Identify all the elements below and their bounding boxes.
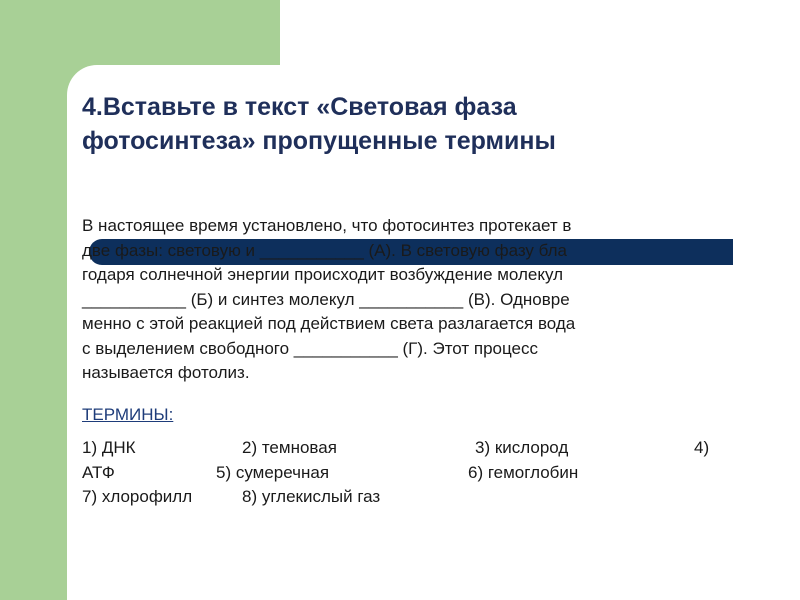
body-text bbox=[82, 214, 772, 386]
body-line: годаря солнечной энергии происходит возбуждение молекул bbox=[82, 265, 564, 284]
term-item: АТФ bbox=[82, 462, 115, 482]
body-line: В настоящее время установлено, что фотосинтез протекает в bbox=[82, 216, 572, 235]
terms-heading: ТЕРМИНЫ: bbox=[82, 405, 174, 424]
body-line: ___________ (Б) и синтез молекул ___________ (В). Одновре bbox=[82, 289, 570, 309]
term-item: 6) гемоглобин bbox=[468, 462, 579, 482]
term-item: 7) хлорофилл bbox=[82, 487, 193, 506]
term-item: 5) сумеречная bbox=[216, 462, 330, 482]
body-line: две фазы: световую и ___________ (А). В световую фазу бла bbox=[82, 240, 568, 260]
slide-title: 4.Вставьте в текст «Световая фаза фотосинтеза» пропущенные термины bbox=[82, 93, 556, 155]
body-line: менно с этой реакцией под действием света разлагается вода bbox=[82, 314, 576, 333]
term-item: 3) кислород bbox=[475, 438, 569, 457]
body-line: называется фотолиз. bbox=[82, 363, 250, 382]
term-item: 8) углекислый газ bbox=[242, 487, 381, 506]
term-item: 4) bbox=[694, 438, 710, 457]
term-item: 1) ДНК bbox=[82, 438, 136, 457]
term-item: 2) темновая bbox=[242, 438, 337, 457]
body-line: с выделением свободного ___________ (Г). Этот процесс bbox=[82, 338, 539, 358]
